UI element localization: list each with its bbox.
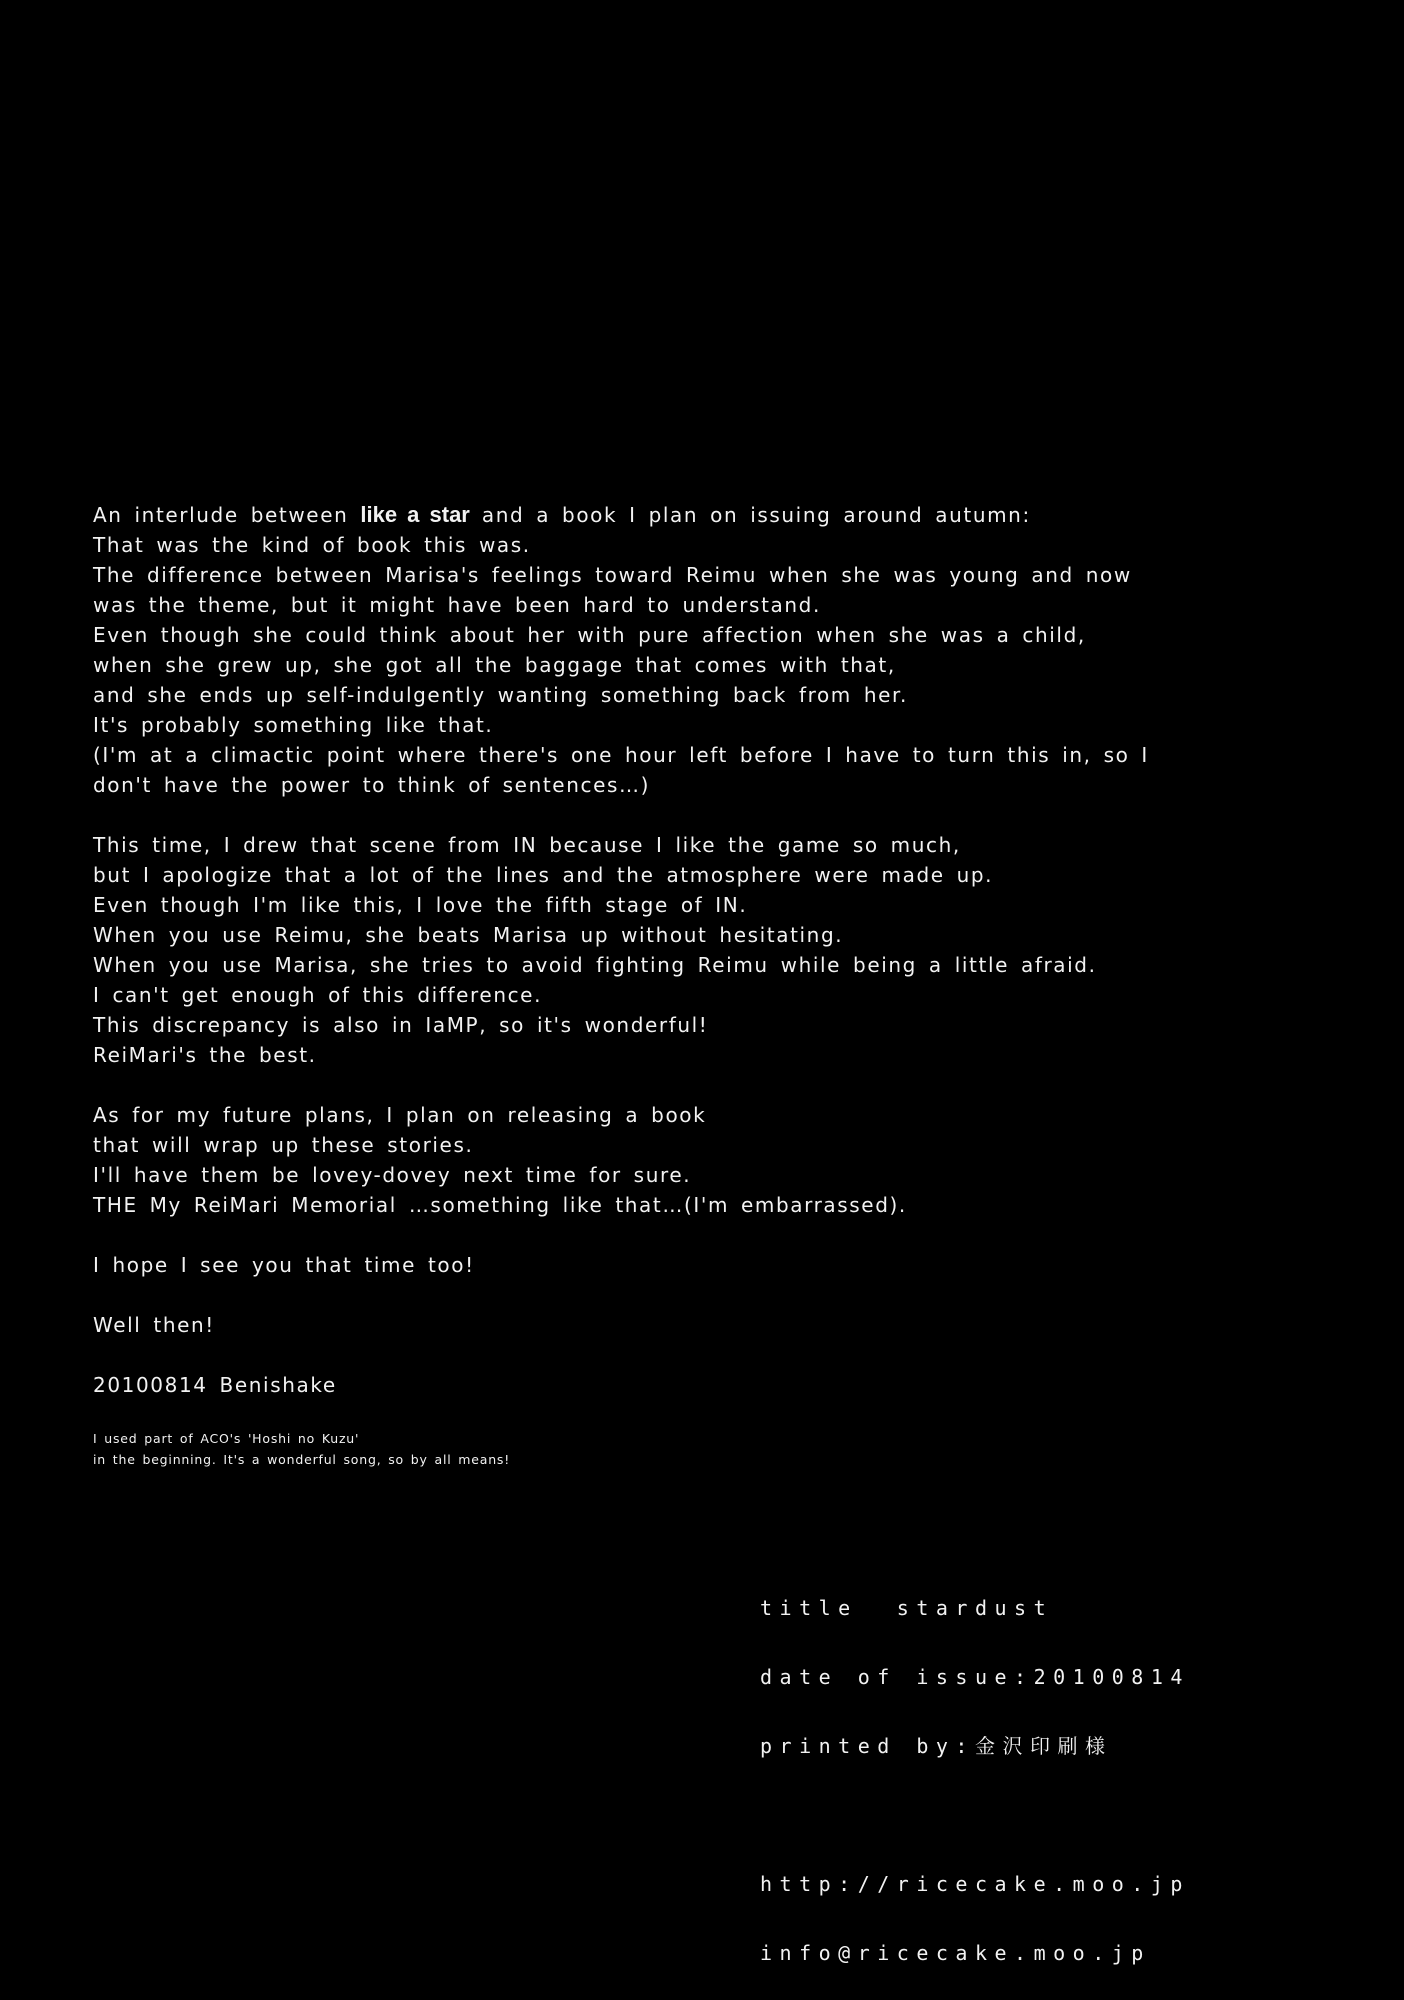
afterword-line: don't have the power to think of sentences…) <box>93 773 650 797</box>
afterword-line: that will wrap up these stories. <box>93 1133 474 1157</box>
song-credit-line: in the beginning. It's a wonderful song, so by all means! <box>93 1452 511 1467</box>
afterword-line: As for my future plans, I plan on releasing a book <box>93 1103 707 1127</box>
song-credit-line: I used part of ACO's 'Hoshi no Kuzu' <box>93 1431 360 1446</box>
afterword-line: Even though she could think about her with pure affection when she was a child, <box>93 623 1086 647</box>
paragraph-gap <box>93 800 1333 830</box>
afterword-line: (I'm at a climactic point where there's one hour left before I have to turn this in, so I <box>93 743 1149 767</box>
afterword-line: I'll have them be lovey-dovey next time for sure. <box>93 1163 692 1187</box>
afterword-line: When you use Marisa, she tries to avoid fighting Reimu while being a little afraid. <box>93 953 1097 977</box>
paragraph-gap <box>93 1280 1333 1310</box>
colophon-printer: printed by:金沢印刷様 <box>760 1734 1113 1758</box>
song-credit-note <box>93 1428 510 1470</box>
author-signature: 20100814 Benishake <box>93 1373 337 1397</box>
afterword-line: was the theme, but it might have been hard to understand. <box>93 593 821 617</box>
afterword-line: This discrepancy is also in IaMP, so it's wonderful! <box>93 1013 709 1037</box>
afterword-hope: I hope I see you that time too! <box>93 1253 475 1277</box>
afterword-farewell: Well then! <box>93 1313 215 1337</box>
paragraph-gap <box>93 1070 1333 1100</box>
book-title-like-a-star: like a star <box>360 502 470 527</box>
intro-text-after: and a book I plan on issuing around autumn: <box>469 503 1031 527</box>
afterword-line: and she ends up self-indulgently wanting something back from her. <box>93 683 908 707</box>
afterword-line: It's probably something like that. <box>93 713 494 737</box>
afterword-line: ReiMari's the best. <box>93 1043 317 1067</box>
afterword-line: when she grew up, she got all the baggage that comes with that, <box>93 653 896 677</box>
intro-text-before: An interlude between <box>93 503 361 527</box>
paragraph-gap <box>93 1220 1333 1250</box>
afterword-line: I can't get enough of this difference. <box>93 983 543 1007</box>
afterword-line: This time, I drew that scene from IN because I like the game so much, <box>93 833 961 857</box>
colophon-gap <box>760 1804 1190 1827</box>
afterword-line: When you use Reimu, she beats Marisa up without hesitating. <box>93 923 844 947</box>
colophon-date-of-issue: date of issue:20100814 <box>760 1665 1190 1689</box>
afterword-line: The difference between Marisa's feelings toward Reimu when she was young and now <box>93 563 1132 587</box>
afterword-intro-line <box>93 500 1333 530</box>
afterword-line: but I apologize that a lot of the lines and the atmosphere were made up. <box>93 863 994 887</box>
colophon-url: http://ricecake.moo.jp <box>760 1872 1190 1896</box>
colophon <box>760 1551 1190 1988</box>
afterword-text <box>93 500 1333 1400</box>
colophon-title: title stardust <box>760 1596 1054 1620</box>
afterword-line: THE My ReiMari Memorial …something like that…(I'm embarrassed). <box>93 1193 907 1217</box>
paragraph-gap <box>93 1340 1333 1370</box>
afterword-line: That was the kind of book this was. <box>93 533 531 557</box>
colophon-email: info@ricecake.moo.jp <box>760 1941 1151 1965</box>
afterword-line: Even though I'm like this, I love the fifth stage of IN. <box>93 893 748 917</box>
